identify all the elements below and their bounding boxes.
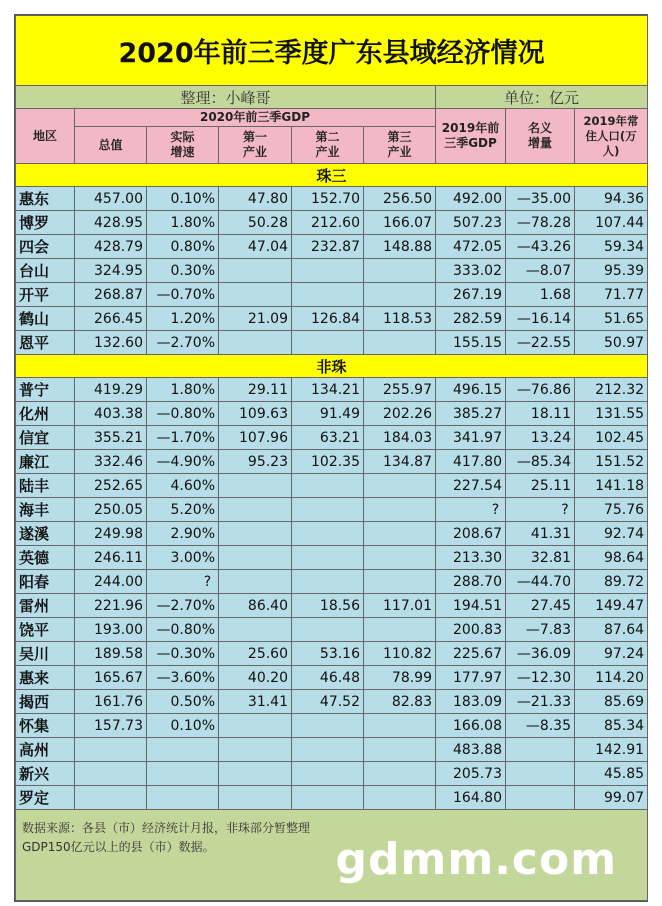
cell-secondary [292, 474, 364, 498]
table-row [16, 283, 648, 307]
cell-primary [219, 762, 292, 786]
cell-secondary: 18.56 [292, 594, 364, 618]
cell-nominal: —7.83 [506, 618, 575, 642]
cell-tertiary [364, 618, 436, 642]
cell-gdp2019: 213.30 [436, 546, 506, 570]
cell-total: 428.95 [75, 211, 147, 235]
cell-nominal: 41.31 [506, 522, 575, 546]
cell-population: 107.44 [575, 211, 648, 235]
cell-gdp2019: 288.70 [436, 570, 506, 594]
table-row [16, 762, 648, 786]
cell-population: 131.55 [575, 402, 648, 426]
cell-nominal: 32.81 [506, 546, 575, 570]
cell-nominal: —35.00 [506, 187, 575, 211]
cell-nominal: —12.30 [506, 666, 575, 690]
table-row [16, 378, 648, 402]
cell-secondary: 126.84 [292, 307, 364, 331]
cell-total: 246.11 [75, 546, 147, 570]
cell-region-name: 台山 [16, 259, 75, 283]
cell-total: 268.87 [75, 283, 147, 307]
compiler-credit: 整理：小峰哥 [16, 86, 436, 109]
cell-growth: 0.30% [147, 259, 219, 283]
cell-region-name: 揭西 [16, 690, 75, 714]
cell-gdp2019: 208.67 [436, 522, 506, 546]
cell-primary: 109.63 [219, 402, 292, 426]
cell-secondary [292, 762, 364, 786]
table-row [16, 594, 648, 618]
cell-tertiary: 255.97 [364, 378, 436, 402]
cell-tertiary [364, 570, 436, 594]
cell-primary [219, 786, 292, 810]
cell-nominal: 1.68 [506, 283, 575, 307]
cell-region-name: 阳春 [16, 570, 75, 594]
cell-secondary [292, 570, 364, 594]
cell-gdp2019: 155.15 [436, 331, 506, 355]
cell-growth: —2.70% [147, 331, 219, 355]
cell-secondary: 212.60 [292, 211, 364, 235]
cell-primary: 29.11 [219, 378, 292, 402]
cell-nominal: 13.24 [506, 426, 575, 450]
header-population-text: 2019年常住人口(万人) [583, 113, 639, 158]
footnote-cell [16, 810, 648, 901]
cell-gdp2019: 333.02 [436, 259, 506, 283]
header-real-growth [147, 127, 219, 164]
cell-secondary [292, 786, 364, 810]
cell-population: 212.32 [575, 378, 648, 402]
header-primary [219, 127, 292, 164]
table-row [16, 570, 648, 594]
table-row [16, 786, 648, 810]
cell-total: 221.96 [75, 594, 147, 618]
cell-primary [219, 283, 292, 307]
header-total: 总值 [75, 127, 147, 164]
cell-secondary [292, 618, 364, 642]
cell-growth: —0.70% [147, 283, 219, 307]
header-nominal-increase [506, 109, 575, 164]
table-row [16, 738, 648, 762]
cell-tertiary [364, 546, 436, 570]
cell-growth: —3.60% [147, 666, 219, 690]
cell-primary [219, 738, 292, 762]
cell-gdp2019: 227.54 [436, 474, 506, 498]
cell-growth [147, 738, 219, 762]
cell-primary [219, 618, 292, 642]
table-row [16, 187, 648, 211]
cell-total: 355.21 [75, 426, 147, 450]
cell-region-name: 化州 [16, 402, 75, 426]
cell-growth: 0.10% [147, 187, 219, 211]
cell-region-name: 高州 [16, 738, 75, 762]
cell-population: 94.36 [575, 187, 648, 211]
cell-primary [219, 546, 292, 570]
cell-gdp2019: 194.51 [436, 594, 506, 618]
cell-tertiary [364, 474, 436, 498]
cell-region-name: 信宜 [16, 426, 75, 450]
table-row [16, 235, 648, 259]
cell-population: 99.07 [575, 786, 648, 810]
cell-gdp2019: 496.15 [436, 378, 506, 402]
cell-population: 151.52 [575, 450, 648, 474]
cell-gdp2019: 507.23 [436, 211, 506, 235]
cell-population: 45.85 [575, 762, 648, 786]
cell-total: 132.60 [75, 331, 147, 355]
cell-secondary: 134.21 [292, 378, 364, 402]
cell-secondary [292, 259, 364, 283]
cell-primary: 25.60 [219, 642, 292, 666]
cell-nominal: 27.45 [506, 594, 575, 618]
header-tertiary [364, 127, 436, 164]
header-population [575, 109, 648, 164]
cell-primary: 47.04 [219, 235, 292, 259]
cell-population: 97.24 [575, 642, 648, 666]
cell-secondary [292, 738, 364, 762]
cell-growth: —0.30% [147, 642, 219, 666]
table-row [16, 714, 648, 738]
cell-secondary [292, 331, 364, 355]
cell-tertiary: 78.99 [364, 666, 436, 690]
cell-nominal: —8.07 [506, 259, 575, 283]
unit-label: 单位：亿元 [436, 86, 648, 109]
table-row [16, 402, 648, 426]
cell-tertiary [364, 762, 436, 786]
cell-region-name: 恩平 [16, 331, 75, 355]
cell-population: 92.74 [575, 522, 648, 546]
cell-nominal: —8.35 [506, 714, 575, 738]
cell-total: 244.00 [75, 570, 147, 594]
cell-secondary [292, 498, 364, 522]
cell-primary: 40.20 [219, 666, 292, 690]
section-row [16, 164, 648, 187]
cell-nominal: —21.33 [506, 690, 575, 714]
cell-secondary: 232.87 [292, 235, 364, 259]
cell-region-name: 普宁 [16, 378, 75, 402]
cell-growth: ? [147, 570, 219, 594]
cell-gdp2019: 166.08 [436, 714, 506, 738]
cell-total [75, 762, 147, 786]
cell-region-name: 新兴 [16, 762, 75, 786]
cell-population: 142.91 [575, 738, 648, 762]
cell-nominal [506, 762, 575, 786]
cell-total: 157.73 [75, 714, 147, 738]
cell-gdp2019: 483.88 [436, 738, 506, 762]
cell-population: 102.45 [575, 426, 648, 450]
cell-secondary [292, 283, 364, 307]
cell-primary [219, 570, 292, 594]
cell-gdp2019: 177.97 [436, 666, 506, 690]
table-row [16, 642, 648, 666]
cell-growth [147, 786, 219, 810]
cell-region-name: 雷州 [16, 594, 75, 618]
cell-secondary: 102.35 [292, 450, 364, 474]
cell-gdp2019: 205.73 [436, 762, 506, 786]
cell-total: 403.38 [75, 402, 147, 426]
cell-growth: 0.50% [147, 690, 219, 714]
cell-population: 89.72 [575, 570, 648, 594]
cell-population: 85.69 [575, 690, 648, 714]
table-row [16, 259, 648, 283]
cell-primary: 50.28 [219, 211, 292, 235]
cell-population: 149.47 [575, 594, 648, 618]
cell-tertiary [364, 522, 436, 546]
cell-gdp2019: 225.67 [436, 642, 506, 666]
header-gdp2019-text: 2019年前三季GDP [441, 121, 500, 150]
cell-primary [219, 714, 292, 738]
cell-population: 114.20 [575, 666, 648, 690]
cell-growth: 2.90% [147, 522, 219, 546]
cell-tertiary [364, 498, 436, 522]
cell-tertiary [364, 283, 436, 307]
cell-region-name: 惠东 [16, 187, 75, 211]
table-row [16, 307, 648, 331]
cell-secondary [292, 714, 364, 738]
cell-gdp2019: 341.97 [436, 426, 506, 450]
header-gdp2020: 2020年前三季GDP [75, 109, 436, 127]
cell-tertiary: 82.83 [364, 690, 436, 714]
cell-growth: 1.20% [147, 307, 219, 331]
cell-region-name: 怀集 [16, 714, 75, 738]
cell-gdp2019: 417.80 [436, 450, 506, 474]
cell-population: 141.18 [575, 474, 648, 498]
cell-tertiary [364, 331, 436, 355]
table-row [16, 426, 648, 450]
cell-nominal: —16.14 [506, 307, 575, 331]
cell-nominal: —78.28 [506, 211, 575, 235]
cell-population: 75.76 [575, 498, 648, 522]
header-region: 地区 [16, 109, 75, 164]
cell-total: 252.65 [75, 474, 147, 498]
cell-tertiary [364, 259, 436, 283]
cell-region-name: 开平 [16, 283, 75, 307]
cell-gdp2019: 200.83 [436, 618, 506, 642]
cell-growth: —4.90% [147, 450, 219, 474]
cell-nominal: —85.34 [506, 450, 575, 474]
cell-total: 189.58 [75, 642, 147, 666]
cell-population: 87.64 [575, 618, 648, 642]
cell-total: 419.29 [75, 378, 147, 402]
cell-gdp2019: 385.27 [436, 402, 506, 426]
source-note: 数据来源：各县（市）经济统计月报，非珠部分暂整理GDP150亿元以上的县（市）数据。 [22, 821, 311, 854]
cell-nominal [506, 738, 575, 762]
cell-growth: 1.80% [147, 211, 219, 235]
cell-nominal: —36.09 [506, 642, 575, 666]
cell-gdp2019: 472.05 [436, 235, 506, 259]
cell-gdp2019: 282.59 [436, 307, 506, 331]
cell-tertiary: 256.50 [364, 187, 436, 211]
cell-growth: —1.70% [147, 426, 219, 450]
cell-growth: 5.20% [147, 498, 219, 522]
cell-population: 98.64 [575, 546, 648, 570]
cell-region-name: 遂溪 [16, 522, 75, 546]
cell-region-name: 廉江 [16, 450, 75, 474]
cell-population: 71.77 [575, 283, 648, 307]
cell-growth: 0.80% [147, 235, 219, 259]
cell-tertiary: 148.88 [364, 235, 436, 259]
cell-primary [219, 259, 292, 283]
cell-population: 95.39 [575, 259, 648, 283]
cell-primary [219, 498, 292, 522]
cell-secondary [292, 546, 364, 570]
cell-secondary: 91.49 [292, 402, 364, 426]
watermark-logo: gdmm.com [335, 834, 618, 885]
cell-gdp2019: 183.09 [436, 690, 506, 714]
cell-tertiary [364, 738, 436, 762]
table-row [16, 211, 648, 235]
cell-total: 193.00 [75, 618, 147, 642]
cell-growth: —0.80% [147, 402, 219, 426]
cell-total: 161.76 [75, 690, 147, 714]
cell-region-name: 饶平 [16, 618, 75, 642]
cell-primary [219, 522, 292, 546]
cell-primary [219, 331, 292, 355]
header-secondary [292, 127, 364, 164]
header-gdp2019 [436, 109, 506, 164]
cell-secondary: 47.52 [292, 690, 364, 714]
cell-primary: 31.41 [219, 690, 292, 714]
table-row [16, 666, 648, 690]
cell-region-name: 鹤山 [16, 307, 75, 331]
cell-nominal: ? [506, 498, 575, 522]
header-secondary-text: 第二产业 [315, 130, 340, 159]
cell-nominal: —22.55 [506, 331, 575, 355]
cell-growth [147, 762, 219, 786]
table-row [16, 522, 648, 546]
cell-region-name: 罗定 [16, 786, 75, 810]
cell-nominal [506, 786, 575, 810]
cell-region-name: 惠来 [16, 666, 75, 690]
cell-total: 457.00 [75, 187, 147, 211]
section-label: 珠三 [16, 164, 648, 187]
cell-growth: 0.10% [147, 714, 219, 738]
cell-nominal: 25.11 [506, 474, 575, 498]
cell-gdp2019: 267.19 [436, 283, 506, 307]
table-row [16, 474, 648, 498]
cell-secondary: 152.70 [292, 187, 364, 211]
cell-total: 332.46 [75, 450, 147, 474]
cell-secondary: 63.21 [292, 426, 364, 450]
cell-primary [219, 474, 292, 498]
cell-growth: 3.00% [147, 546, 219, 570]
section-label: 非珠 [16, 355, 648, 378]
cell-growth: 1.80% [147, 378, 219, 402]
cell-tertiary: 118.53 [364, 307, 436, 331]
cell-region-name: 陆丰 [16, 474, 75, 498]
cell-secondary: 46.48 [292, 666, 364, 690]
cell-primary: 95.23 [219, 450, 292, 474]
table-row [16, 498, 648, 522]
cell-gdp2019: 164.80 [436, 786, 506, 810]
cell-nominal: —76.86 [506, 378, 575, 402]
cell-tertiary: 202.26 [364, 402, 436, 426]
table-row [16, 690, 648, 714]
header-tertiary-text: 第三产业 [387, 130, 412, 159]
cell-region-name: 海丰 [16, 498, 75, 522]
cell-population: 85.34 [575, 714, 648, 738]
cell-gdp2019: 492.00 [436, 187, 506, 211]
header-nominal-text: 名义增量 [527, 121, 552, 150]
cell-nominal: —43.26 [506, 235, 575, 259]
cell-nominal: —44.70 [506, 570, 575, 594]
cell-tertiary [364, 714, 436, 738]
cell-primary: 47.80 [219, 187, 292, 211]
cell-total: 250.05 [75, 498, 147, 522]
cell-region-name: 英德 [16, 546, 75, 570]
cell-tertiary: 110.82 [364, 642, 436, 666]
cell-growth: 4.60% [147, 474, 219, 498]
table-row [16, 450, 648, 474]
cell-population: 59.34 [575, 235, 648, 259]
cell-nominal: 18.11 [506, 402, 575, 426]
section-row [16, 355, 648, 378]
table-row [16, 331, 648, 355]
cell-total: 249.98 [75, 522, 147, 546]
cell-tertiary: 184.03 [364, 426, 436, 450]
cell-gdp2019: ? [436, 498, 506, 522]
county-gdp-table [15, 15, 648, 901]
table-title: 2020年前三季度广东县域经济情况 [16, 16, 648, 86]
cell-total [75, 738, 147, 762]
cell-secondary: 53.16 [292, 642, 364, 666]
cell-primary: 86.40 [219, 594, 292, 618]
cell-growth: —2.70% [147, 594, 219, 618]
cell-population: 51.65 [575, 307, 648, 331]
header-primary-text: 第一产业 [242, 130, 267, 159]
cell-primary: 21.09 [219, 307, 292, 331]
cell-total: 165.67 [75, 666, 147, 690]
cell-tertiary: 117.01 [364, 594, 436, 618]
cell-region-name: 博罗 [16, 211, 75, 235]
cell-total: 266.45 [75, 307, 147, 331]
cell-primary: 107.96 [219, 426, 292, 450]
cell-total: 428.79 [75, 235, 147, 259]
cell-region-name: 吴川 [16, 642, 75, 666]
cell-growth: —0.80% [147, 618, 219, 642]
cell-tertiary: 166.07 [364, 211, 436, 235]
cell-region-name: 四会 [16, 235, 75, 259]
table-row [16, 546, 648, 570]
cell-total: 324.95 [75, 259, 147, 283]
table-row [16, 618, 648, 642]
cell-total [75, 786, 147, 810]
cell-secondary [292, 522, 364, 546]
cell-population: 50.97 [575, 331, 648, 355]
gdp-table-sheet [14, 14, 648, 902]
header-growth-text: 实际增速 [170, 130, 195, 159]
cell-tertiary: 134.87 [364, 450, 436, 474]
cell-tertiary [364, 786, 436, 810]
